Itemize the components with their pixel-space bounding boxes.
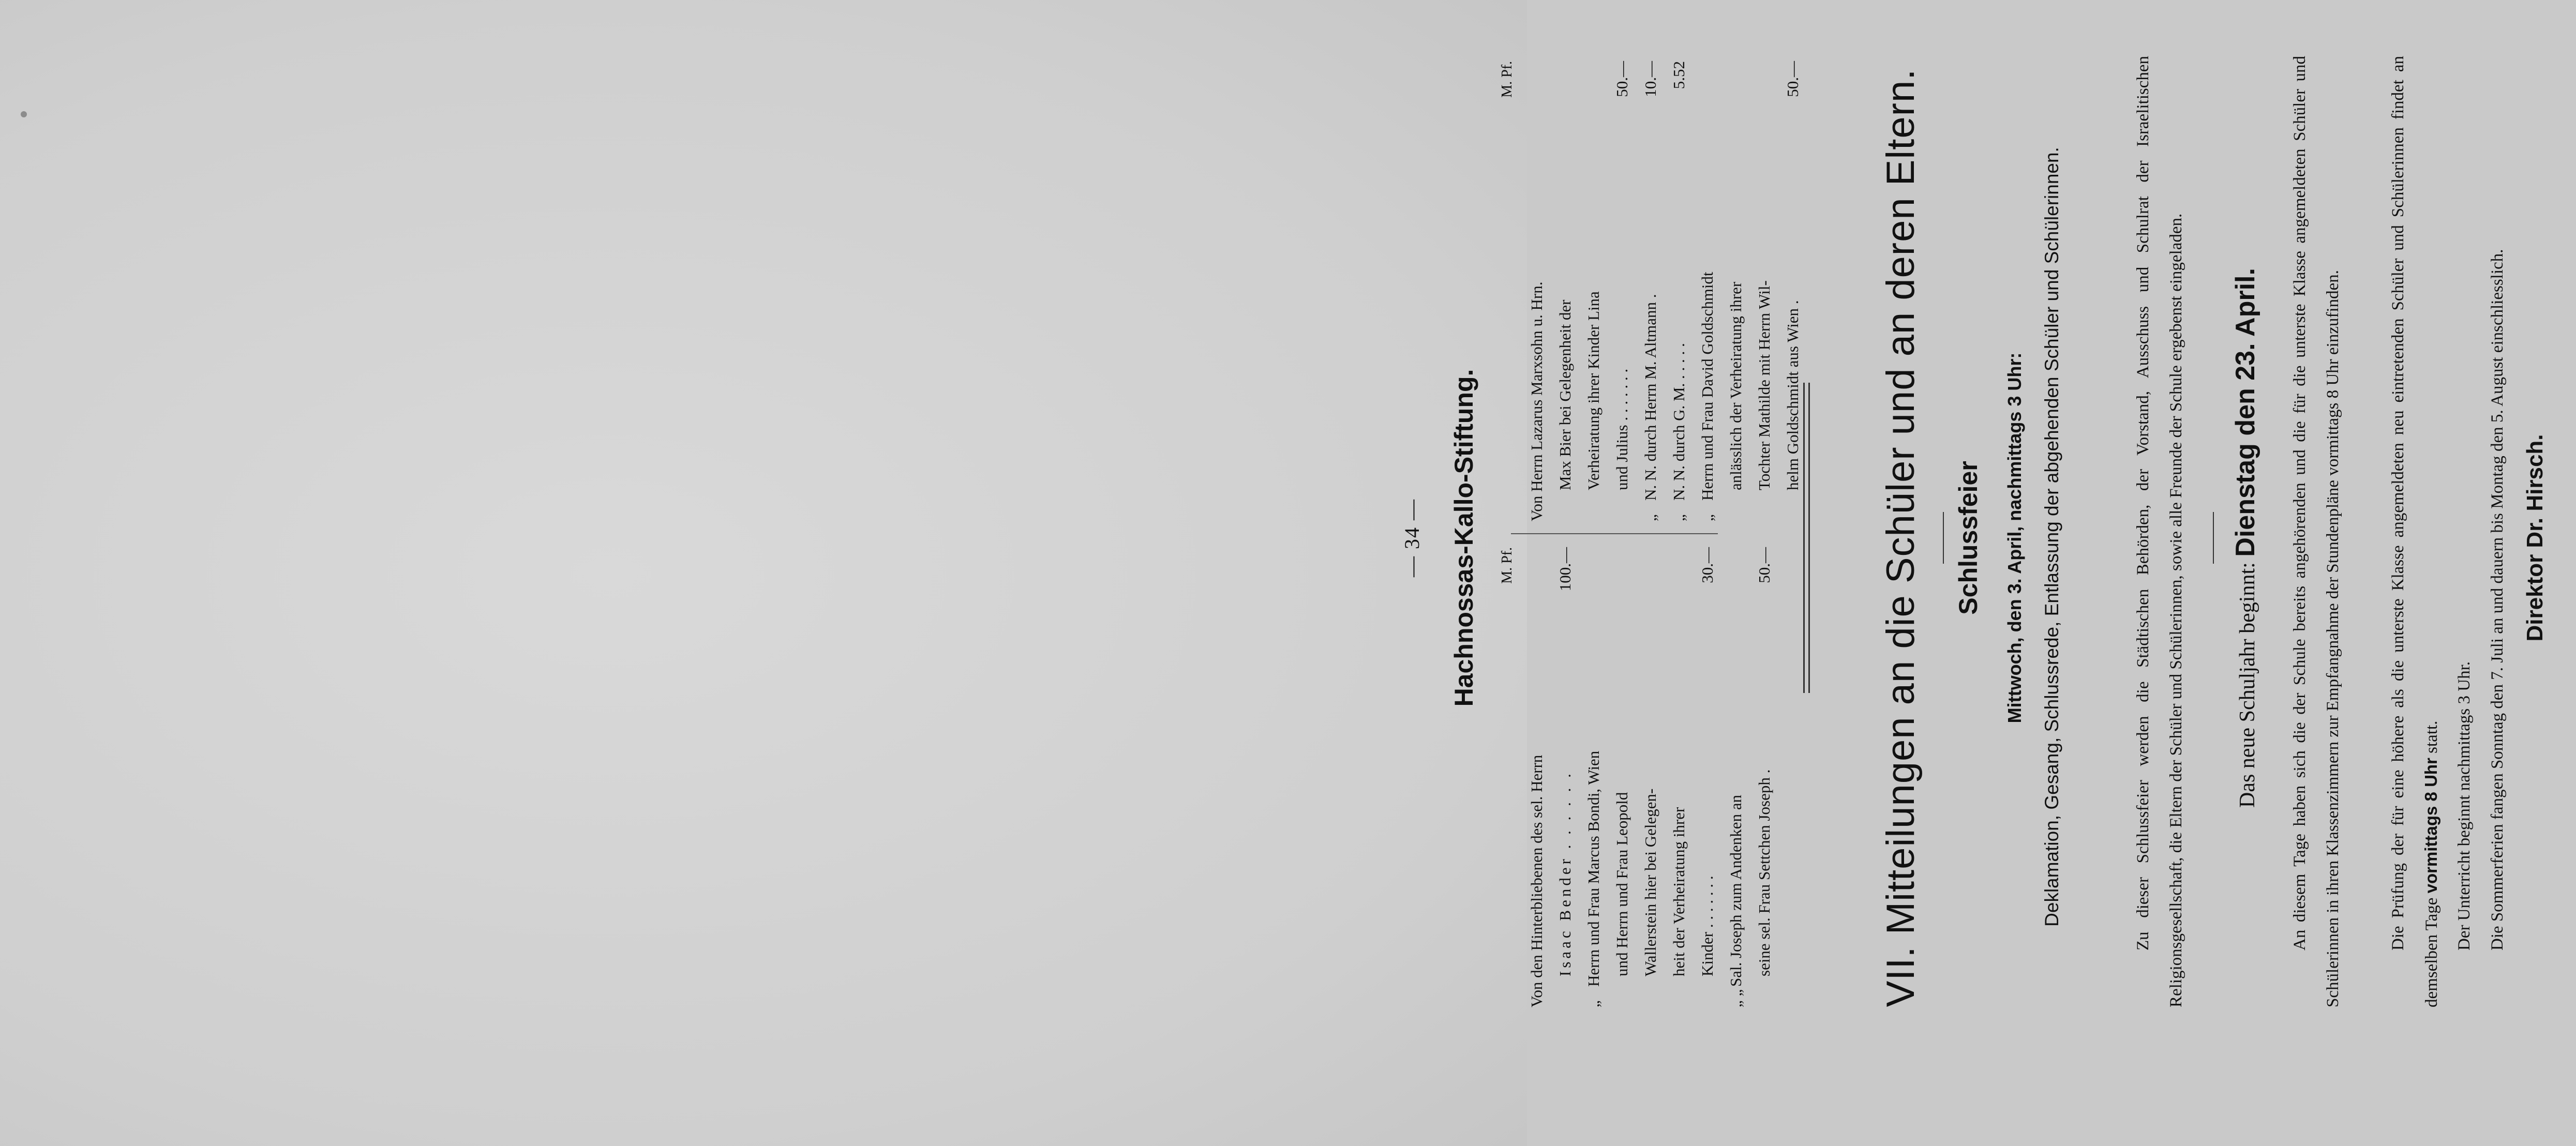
exam-text: Die Prüfung der für eine höhere als die unterste Klasse angemeldeten neu eintretenden Schüler und Schülerinnen findet an demselben Tage <box>2389 56 2441 1007</box>
entry-line: anlässlich der Verheiratung ihrer <box>1727 281 1745 490</box>
new-year-date: Dienstag den 23. April. <box>2230 268 2260 557</box>
donation-entry <box>1522 547 1579 1007</box>
entry-line: heit der Verheiratung ihrer <box>1670 807 1688 976</box>
new-year-intro: Das neue Schuljahr beginnt: <box>2236 562 2259 808</box>
donations-right-column <box>1493 61 1807 521</box>
schlussfeier-heading: Schlussfeier <box>1954 461 1983 615</box>
lessons-paragraph: Der Unterricht beginnt nachmittags 3 Uhr. <box>2455 661 2474 951</box>
donation-entry <box>1665 61 1693 521</box>
ditto-mark: „ <box>1641 514 1659 521</box>
entry-line: Max Bier bei Gelegenheit der <box>1556 299 1574 490</box>
donation-amount: 10.— <box>1641 61 1659 97</box>
exam-time: vormittags 8 Uhr <box>2421 758 2440 894</box>
entry-line: Herrn und Frau David Goldschmidt <box>1698 272 1716 501</box>
first-day-paragraph: An diesem Tage haben sich die der Schule bereits angehörenden und die für die unterste Klasse angemeldeten Schüler und Schülerinnen in ihren Klassenzimmern zur Empfangnahme der Stundenpläne vormittags 8 Uhr einzufinden. <box>2290 56 2342 1007</box>
donation-entry <box>1693 61 1807 521</box>
entry-line: seine sel. Frau Settchen Joseph . <box>1755 769 1773 976</box>
donation-entry <box>1721 547 1778 1007</box>
currency-header: M. Pf. <box>1499 547 1515 584</box>
stiftung-title: Hachnossas-Kallo-Stiftung. <box>1449 369 1478 707</box>
entry-line: und Herrn und Frau Leopold <box>1613 792 1631 976</box>
donation-amount: 100.— <box>1556 547 1574 592</box>
entry-line: und Julius . . . . . . . <box>1613 368 1631 490</box>
invitation-paragraph: Zu dieser Schlussfeier werden die Städtischen Behörden, der Vorstand, Ausschuss und Schulrat der Israelitischen Religionsgesellschaft, die Eltern der Schüler und Schülerinnen, sowie alle Freunde der Schule ergebenst eingeladen. <box>2134 56 2185 1007</box>
exam-text-end: statt. <box>2422 720 2441 753</box>
ceremony-program: Deklamation, Gesang, Schlussrede, Entlassung der abgehenden Schüler und Schülerinnen. <box>2041 147 2062 927</box>
entry-line: N. N. durch G. M. . . . . . <box>1670 343 1688 501</box>
holidays-paragraph: Die Sommerferien fangen Sonntag den 7. Juli an und dauern bis Montag den 5. August einschliesslich. <box>2488 249 2507 951</box>
donation-amount: 30.— <box>1698 547 1716 583</box>
currency-header: M. Pf. <box>1499 61 1515 98</box>
ditto-mark: „ <box>1584 1000 1602 1007</box>
entry-line: Sal. Joseph zum Andenken an <box>1727 794 1745 987</box>
donations-left-column <box>1493 547 1778 1007</box>
entry-line: Von den Hinterbliebenen des sel. Herrn <box>1527 755 1546 1007</box>
entry-line: Tochter Mathilde mit Herrn Wil- <box>1755 280 1773 490</box>
entry-line-wrap <box>1551 547 1579 1007</box>
donation-entry <box>1522 61 1636 521</box>
signature: Direktor Dr. Hirsch. <box>2522 434 2548 642</box>
new-year-heading <box>2230 11 2261 1064</box>
column-divider <box>1511 533 1718 534</box>
entry-line: Herrn und Frau Marcus Bondi, Wien <box>1584 750 1602 987</box>
ditto-mark: „ <box>1698 514 1716 521</box>
donation-entry <box>1636 61 1665 521</box>
donation-amount: 50.— <box>1784 61 1802 97</box>
short-divider <box>2213 512 2214 564</box>
section-title: VII. Mitteilungen an die Schüler und an deren Eltern. <box>1879 68 1923 1007</box>
section-rule <box>1803 383 1805 693</box>
entry-line: N. N. durch Herrn M. Altmann . <box>1641 294 1659 501</box>
ditto-mark: „ „ <box>1727 989 1745 1007</box>
page-number: — 34 — <box>1400 499 1424 577</box>
scan-speck <box>21 111 27 117</box>
entry-line: Von Herrn Lazarus Marxsohn u. Hrn. <box>1527 281 1546 521</box>
donation-amount: 50.— <box>1613 61 1631 97</box>
entry-line: Verheiratung ihrer Kinder Lina <box>1584 291 1602 490</box>
exam-paragraph <box>2382 56 2448 1007</box>
entry-line: helm Goldschmidt aus Wien . <box>1784 300 1802 490</box>
ceremony-date: Mittwoch, den 3. April, nachmittags 3 Uhr: <box>2004 352 2025 723</box>
donation-amount: 5.52 <box>1670 61 1688 89</box>
entry-line: Wallerstein hier bei Gelegen- <box>1641 788 1659 976</box>
rotated-document-page <box>1322 11 2576 1064</box>
entry-line: Kinder . . . . . . . <box>1698 876 1716 976</box>
donation-amount: 50.— <box>1755 547 1773 583</box>
ditto-mark: „ <box>1670 514 1688 521</box>
donation-entry <box>1579 547 1721 1007</box>
section-rule <box>1808 383 1810 693</box>
entry-line: Isaac Bender . . . . . . <box>1556 771 1574 976</box>
short-divider <box>1943 512 1944 564</box>
